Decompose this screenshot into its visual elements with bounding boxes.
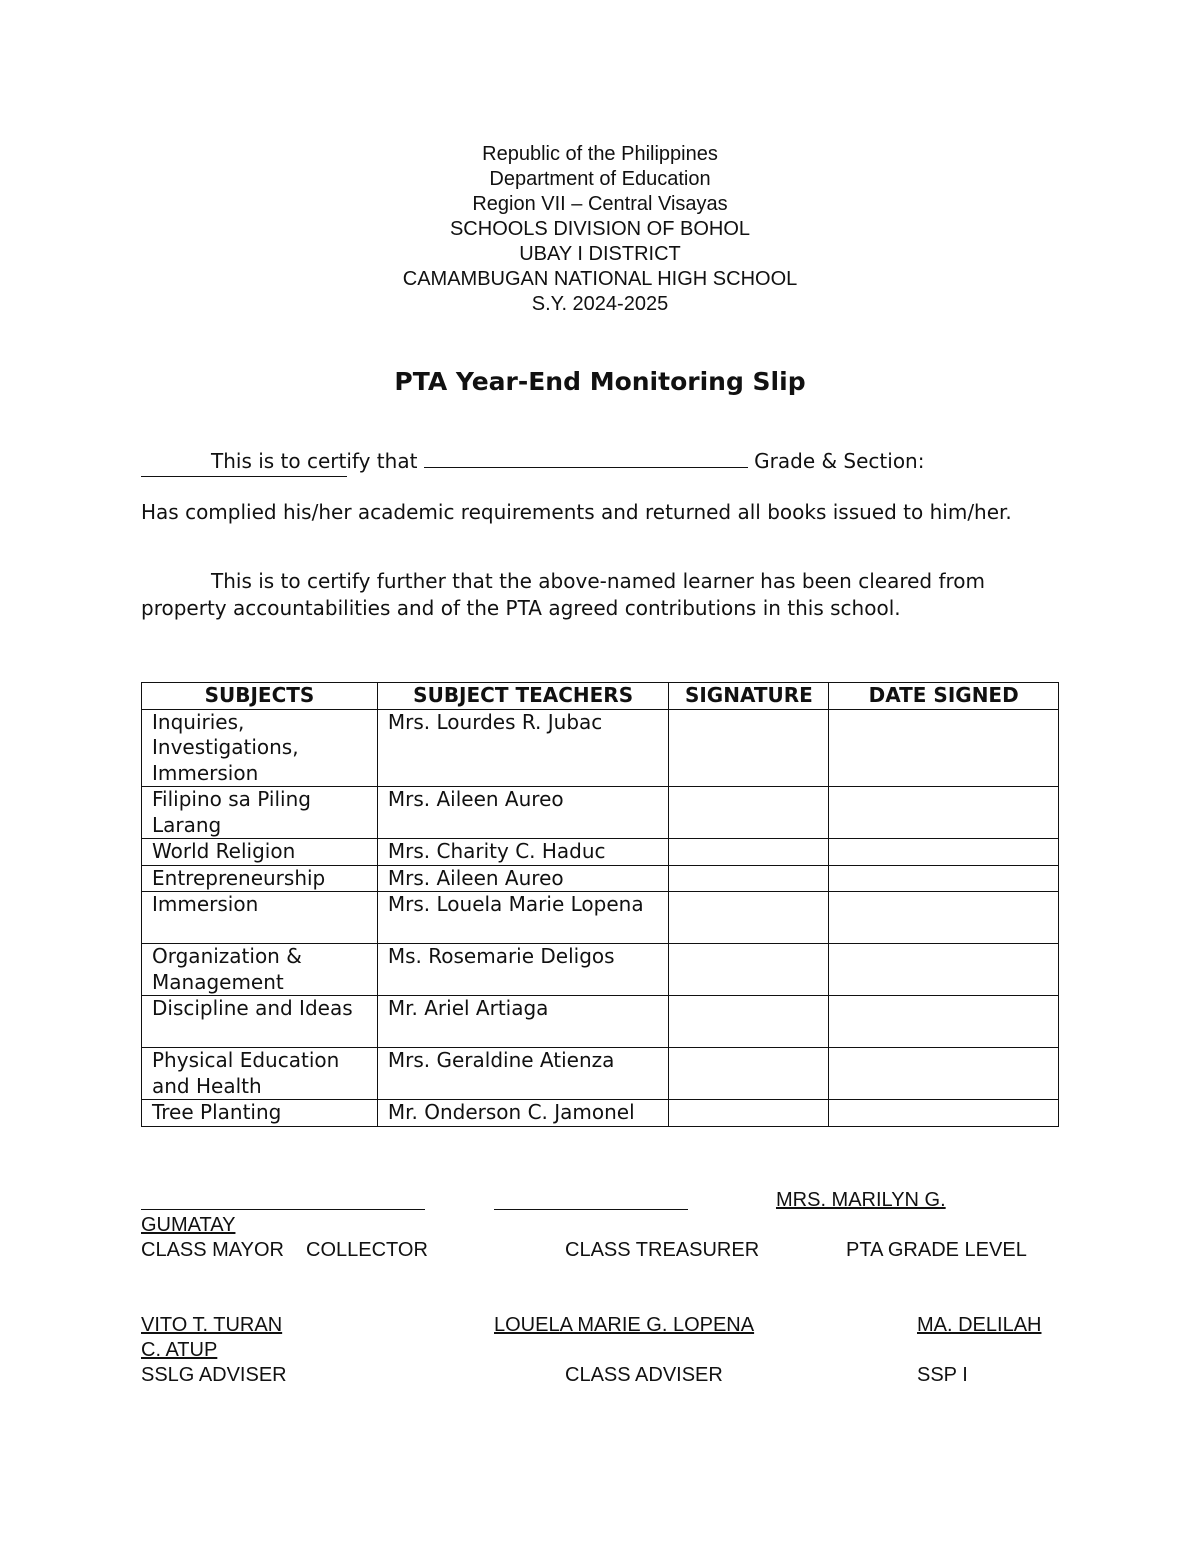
header-region: Region VII – Central Visayas	[472, 193, 728, 215]
signature-cell[interactable]	[669, 1100, 829, 1127]
table-row	[142, 944, 1059, 996]
table-row	[142, 709, 1059, 787]
teacher-cell: Ms. Rosemarie Deligos	[377, 944, 669, 996]
table-row	[142, 996, 1059, 1048]
col-signature: SIGNATURE	[669, 683, 829, 710]
class-mayor-signature-line[interactable]	[141, 1209, 425, 1210]
complied-text: Has complied his/her academic requirements and returned all books issued to him/her.	[141, 500, 1012, 524]
header-school: CAMAMBUGAN NATIONAL HIGH SCHOOL	[402, 268, 798, 290]
sslg-adviser-label: SSLG ADVISER	[141, 1364, 287, 1386]
subject-cell: Immersion	[142, 892, 378, 944]
subject-cell: Organization & Management	[142, 944, 378, 996]
sslg-adviser-name: VITO T. TURAN	[141, 1314, 283, 1336]
date-signed-cell[interactable]	[829, 787, 1059, 839]
date-signed-cell[interactable]	[829, 865, 1059, 892]
pta-grade-level-label: PTA GRADE LEVEL	[846, 1239, 1027, 1261]
table-row	[142, 839, 1059, 866]
class-adviser-label: CLASS ADVISER	[565, 1364, 723, 1386]
further-text: This is to certify further that the above-named learner has been cleared from property accountabilities and of the PTA agreed contributions in this school.	[141, 569, 986, 620]
class-treasurer-label: CLASS TREASURER	[565, 1239, 760, 1261]
header-district: UBAY I DISTRICT	[519, 243, 681, 265]
certify-intro: This is to certify that	[211, 449, 418, 473]
table-row	[142, 1100, 1059, 1127]
header-department: Department of Education	[489, 168, 711, 190]
table-row	[142, 787, 1059, 839]
table-row	[142, 892, 1059, 944]
teacher-cell: Mrs. Charity C. Haduc	[377, 839, 669, 866]
header-division: SCHOOLS DIVISION OF BOHOL	[449, 218, 751, 240]
date-signed-cell[interactable]	[829, 839, 1059, 866]
learner-name-blank[interactable]	[424, 449, 748, 468]
signature-cell[interactable]	[669, 787, 829, 839]
date-signed-cell[interactable]	[829, 944, 1059, 996]
ssp-name-continued: C. ATUP	[141, 1339, 218, 1361]
signature-cell[interactable]	[669, 839, 829, 866]
date-signed-cell[interactable]	[829, 709, 1059, 787]
teacher-cell: Mrs. Aileen Aureo	[377, 865, 669, 892]
date-signed-cell[interactable]	[829, 1100, 1059, 1127]
header-republic: Republic of the Philippines	[482, 143, 718, 165]
signature-cell[interactable]	[669, 1048, 829, 1100]
col-subjects: SUBJECTS	[142, 683, 378, 710]
subject-cell: Tree Planting	[142, 1100, 378, 1127]
certify-line	[141, 448, 1059, 475]
class-mayor-label: CLASS MAYOR	[141, 1239, 284, 1261]
teacher-cell: Mr. Ariel Artiaga	[377, 996, 669, 1048]
subjects-table	[141, 682, 1059, 1127]
class-treasurer-signature-line[interactable]	[494, 1209, 688, 1210]
pta-officer-name: MRS. MARILYN G.	[776, 1189, 946, 1211]
subject-cell: Physical Education and Health	[142, 1048, 378, 1100]
table-header-row	[142, 683, 1059, 710]
teacher-cell: Mrs. Geraldine Atienza	[377, 1048, 669, 1100]
collector-label: COLLECTOR	[306, 1239, 428, 1261]
table-row	[142, 865, 1059, 892]
header-school-year: S.Y. 2024-2025	[531, 293, 669, 315]
table-row	[142, 1048, 1059, 1100]
ssp-name: MA. DELILAH	[917, 1314, 1042, 1336]
date-signed-cell[interactable]	[829, 996, 1059, 1048]
date-signed-cell[interactable]	[829, 892, 1059, 944]
date-signed-cell[interactable]	[829, 1048, 1059, 1100]
signature-cell[interactable]	[669, 709, 829, 787]
teacher-cell: Mrs. Aileen Aureo	[377, 787, 669, 839]
signature-cell[interactable]	[669, 892, 829, 944]
letterhead	[0, 142, 1200, 317]
subject-cell: World Religion	[142, 839, 378, 866]
ssp-label: SSP I	[917, 1364, 968, 1386]
teacher-cell: Mrs. Louela Marie Lopena	[377, 892, 669, 944]
class-adviser-name: LOUELA MARIE G. LOPENA	[494, 1314, 755, 1336]
signature-cell[interactable]	[669, 944, 829, 996]
grade-section-label: Grade & Section:	[754, 449, 925, 473]
subject-cell: Entrepreneurship	[142, 865, 378, 892]
signature-cell[interactable]	[669, 865, 829, 892]
col-subject-teachers: SUBJECT TEACHERS	[377, 683, 669, 710]
teacher-cell: Mr. Onderson C. Jamonel	[377, 1100, 669, 1127]
col-date-signed: DATE SIGNED	[829, 683, 1059, 710]
grade-section-blank[interactable]	[141, 476, 347, 477]
pta-officer-name-continued: GUMATAY	[141, 1214, 236, 1236]
teacher-cell: Mrs. Lourdes R. Jubac	[377, 709, 669, 787]
page-title: PTA Year-End Monitoring Slip	[394, 367, 806, 396]
subject-cell: Filipino sa Piling Larang	[142, 787, 378, 839]
signature-cell[interactable]	[669, 996, 829, 1048]
subject-cell: Inquiries, Investigations, Immersion	[142, 709, 378, 787]
subject-cell: Discipline and Ideas	[142, 996, 378, 1048]
